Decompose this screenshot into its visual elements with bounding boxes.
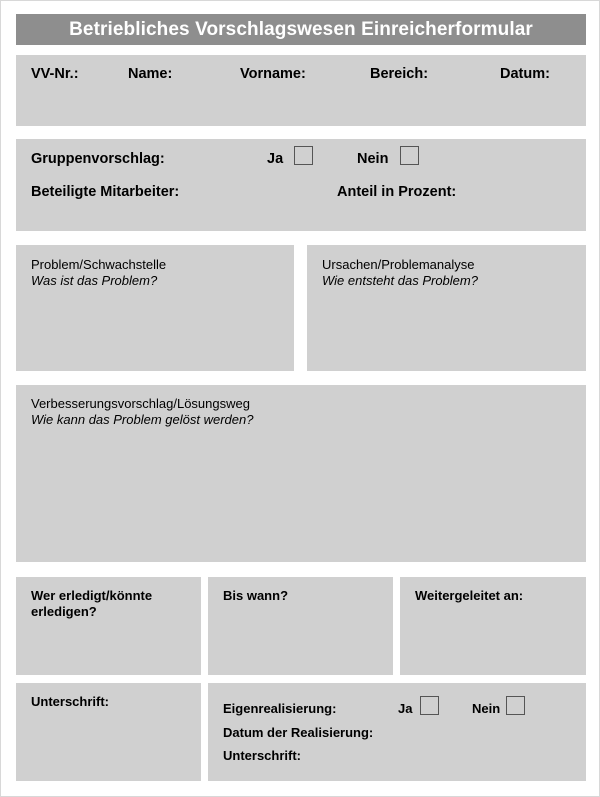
form-title: Betriebliches Vorschlagswesen Einreicherformular xyxy=(16,14,586,45)
ursachen-section xyxy=(307,245,586,371)
gruppenvorschlag-ja-checkbox[interactable] xyxy=(294,146,313,165)
verbesserung-section xyxy=(16,385,586,562)
realisierung-section xyxy=(208,683,586,781)
ursachen-question: Wie entsteht das Problem? xyxy=(322,273,478,288)
unterschrift-section xyxy=(16,683,201,781)
weitergeleitet-section xyxy=(400,577,586,675)
wer-section xyxy=(16,577,201,675)
eigenrealisierung-nein-label: Nein xyxy=(472,701,501,716)
wer-erledigt-label: Wer erledigt/könnte erledigen? xyxy=(31,588,153,619)
problem-text xyxy=(31,257,166,289)
unterschrift-label: Unterschrift: xyxy=(31,694,110,709)
verbesserung-text xyxy=(31,396,253,428)
gruppenvorschlag-ja-label: Ja xyxy=(267,151,284,167)
vv-nr-label: VV-Nr.: xyxy=(31,66,79,82)
datum-realisierung-label: Datum der Realisierung: xyxy=(223,725,374,740)
gruppenvorschlag-nein-checkbox[interactable] xyxy=(400,146,419,165)
bis-wann-label: Bis wann? xyxy=(223,588,289,603)
verbesserung-title: Verbesserungsvorschlag/Lösungsweg xyxy=(31,396,250,411)
datum-label: Datum: xyxy=(500,66,550,82)
problem-section xyxy=(16,245,294,371)
unterschrift-realisierung-label: Unterschrift: xyxy=(223,748,302,763)
gruppenvorschlag-label: Gruppenvorschlag: xyxy=(31,151,165,167)
ursachen-text xyxy=(322,257,478,289)
eigenrealisierung-ja-label: Ja xyxy=(398,701,413,716)
group-section xyxy=(16,139,586,231)
ursachen-title: Ursachen/Problemanalyse xyxy=(322,257,475,272)
problem-question: Was ist das Problem? xyxy=(31,273,158,288)
eigenrealisierung-nein-checkbox[interactable] xyxy=(506,696,525,715)
beteiligte-mitarbeiter-label: Beteiligte Mitarbeiter: xyxy=(31,184,180,200)
eigenrealisierung-label: Eigenrealisierung: xyxy=(223,701,337,716)
gruppenvorschlag-nein-label: Nein xyxy=(357,151,389,167)
name-label: Name: xyxy=(128,66,173,82)
bis-wann-section xyxy=(208,577,393,675)
anteil-prozent-label: Anteil in Prozent: xyxy=(337,184,457,200)
weitergeleitet-label: Weitergeleitet an: xyxy=(415,588,524,603)
personal-data-section xyxy=(16,55,586,126)
problem-title: Problem/Schwachstelle xyxy=(31,257,167,272)
bereich-label: Bereich: xyxy=(370,66,429,82)
vorname-label: Vorname: xyxy=(240,66,306,82)
eigenrealisierung-ja-checkbox[interactable] xyxy=(420,696,439,715)
verbesserung-question: Wie kann das Problem gelöst werden? xyxy=(31,412,254,427)
